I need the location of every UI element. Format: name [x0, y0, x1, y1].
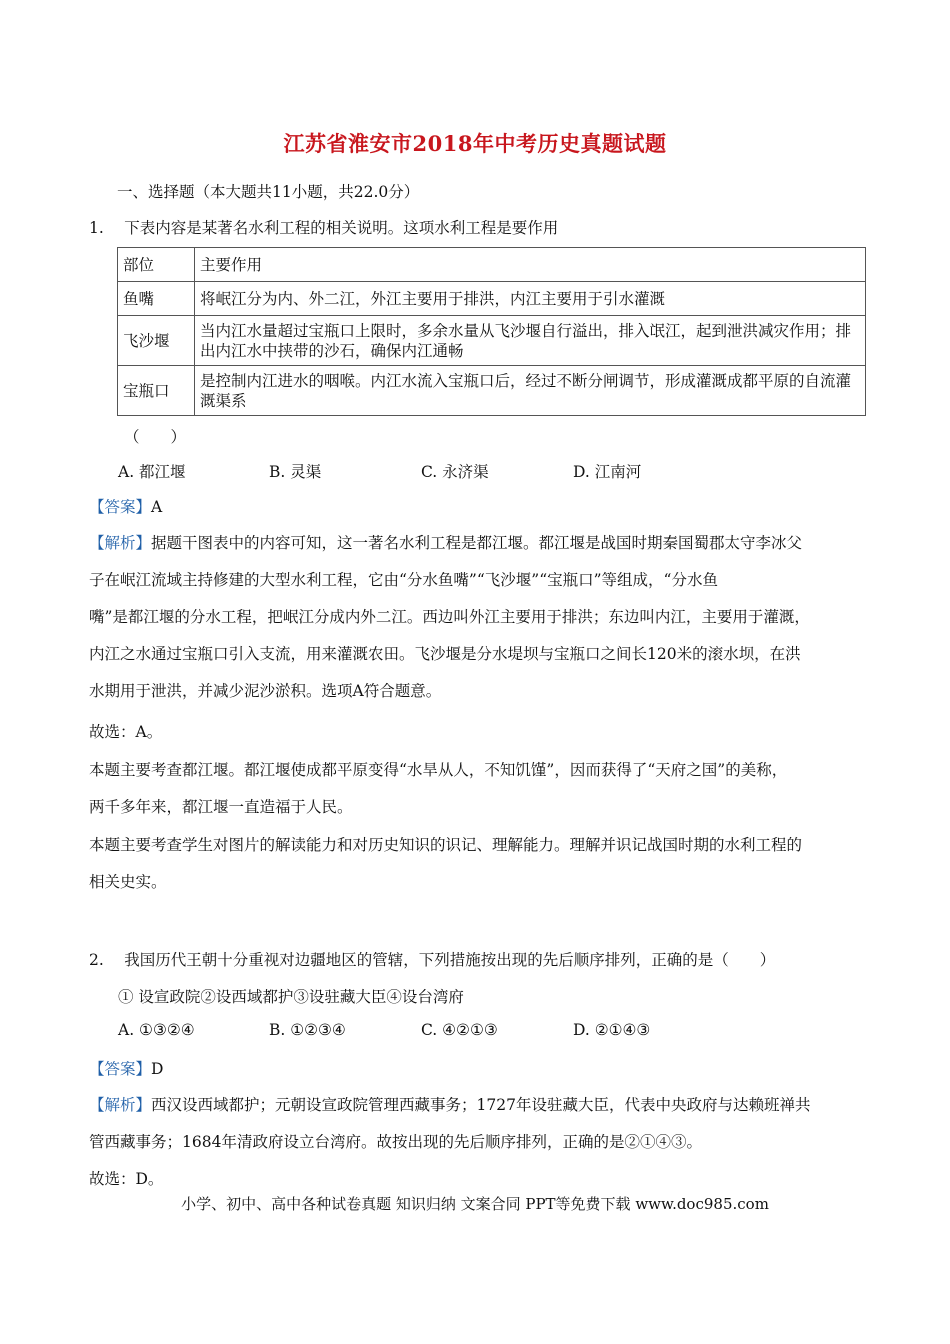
q1-extra-line: 本题主要考查都江堰。都江堰使成都平原变得“水旱从人，不知饥馑”，因而获得了“天府之国”的美称， [89, 761, 788, 779]
q1-analysis-line: 子在岷江流域主持修建的大型水利工程，它由“分水鱼嘴”“飞沙堰”“宝瓶口”等组成，“分水鱼 [89, 571, 718, 589]
q1-answer [89, 495, 162, 517]
q2-items: ① 设宣政院②设西域都护③设驻藏大臣④设台湾府 [118, 988, 464, 1006]
q2-stem: 2. 我国历代王朝十分重视对边疆地区的管辖，下列措施按出现的先后顺序排列，正确的是（ ） [89, 951, 776, 969]
q1-extra-line: 相关史实。 [89, 873, 167, 891]
section-heading: 一、选择题（本大题共11小题，共22.0分） [117, 183, 420, 201]
answer-tag: 【答案】 [89, 498, 152, 516]
q2-analysis-line: 【解析】西汉设西域都护；元朝设宣政院管理西藏事务；1727年设驻藏大臣，代表中央政府与达赖班禅共 [89, 1096, 811, 1114]
q1-choice: 故选：A。 [89, 723, 163, 741]
q1-analysis-line: 内江之水通过宝瓶口引入支流，用来灌溉农田。飞沙堰是分水堤坝与宝瓶口之间长120米的滚水坝，在洪 [89, 645, 801, 663]
q1-analysis-line: 嘴”是都江堰的分水工程，把岷江分成内外二江。西边叫外江主要用于排洪；东边叫内江，主要用于灌溉， [89, 608, 810, 626]
table-cell-function: 将岷江分为内、外二江，外江主要用于排洪，内江主要用于引水灌溉 [195, 282, 866, 316]
table-cell-part: 宝瓶口 [118, 366, 195, 416]
option-c: C. ④②①③ [421, 1021, 498, 1039]
option-a: A. 都江堰 [118, 463, 186, 481]
table-header-cell: 主要作用 [195, 248, 866, 282]
page-footer: 小学、初中、高中各种试卷真题 知识归纳 文案合同 PPT等免费下载 www.doc985.com [181, 1195, 769, 1213]
q2-choice: 故选：D。 [89, 1170, 164, 1188]
q1-analysis-line: 水期用于泄洪，并减少泥沙淤积。选项A符合题意。 [89, 682, 442, 700]
analysis-tag: 【解析】 [89, 1096, 152, 1114]
q1-table [117, 247, 866, 416]
option-a: A. ①③②④ [118, 1021, 195, 1039]
q1-options [118, 460, 641, 482]
option-c: C. 永济渠 [421, 463, 489, 481]
table-cell-function: 是控制内江进水的咽喉。内江水流入宝瓶口后，经过不断分闸调节，形成灌溉成都平原的自流灌溉渠系 [195, 366, 866, 416]
q1-analysis-line: 【解析】据题干图表中的内容可知，这一著名水利工程是都江堰。都江堰是战国时期秦国蜀郡太守李冰父 [89, 534, 803, 552]
analysis-tag: 【解析】 [89, 534, 152, 552]
option-b: B. ①②③④ [269, 1021, 346, 1039]
table-cell-function: 当内江水量超过宝瓶口上限时，多余水量从飞沙堰自行溢出，排入氓江，起到泄洪减灾作用；排出内江水中挟带的沙石，确保内江通畅 [195, 316, 866, 366]
table-cell-part: 飞沙堰 [118, 316, 195, 366]
answer-tag: 【答案】 [89, 1060, 152, 1078]
q1-extra-line: 本题主要考查学生对图片的解读能力和对历史知识的识记、理解能力。理解并识记战国时期的水利工程的 [89, 836, 803, 854]
option-d: D. 江南河 [573, 463, 642, 481]
answer-value: D [151, 1060, 164, 1078]
q1-extra-line: 两千多年来，都江堰一直造福于人民。 [89, 798, 353, 816]
document-title: 江苏省淮安市2018年中考历史真题试题 [283, 131, 667, 156]
table-header-cell: 部位 [118, 248, 195, 282]
table-cell-part: 鱼嘴 [118, 282, 195, 316]
answer-value: A [151, 498, 163, 516]
q1-stem: 1. 下表内容是某著名水利工程的相关说明。这项水利工程是要作用 [89, 219, 559, 237]
option-b: B. 灵渠 [269, 463, 322, 481]
option-d: D. ②①④③ [573, 1021, 651, 1039]
q2-answer [89, 1057, 163, 1079]
q2-options [118, 1021, 650, 1039]
q1-paren: （ ） [124, 428, 187, 446]
q2-analysis-line: 管西藏事务；1684年清政府设立台湾府。故按出现的先后顺序排列，正确的是②①④③。 [89, 1133, 702, 1151]
